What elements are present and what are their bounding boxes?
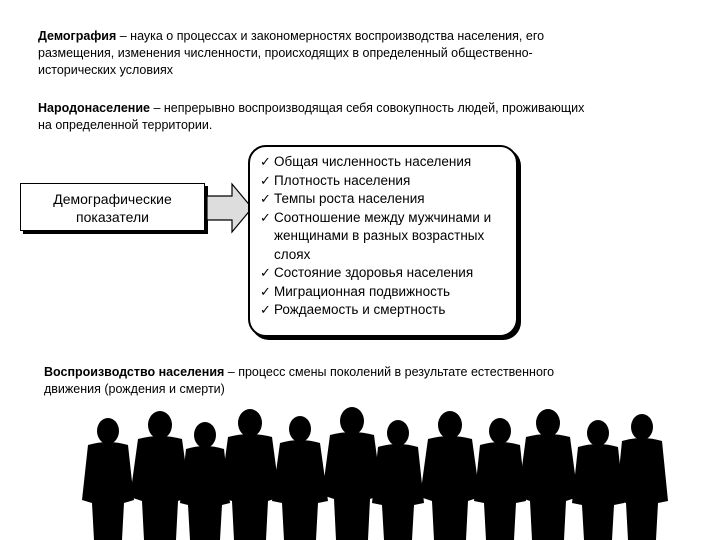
- checkmark-icon: ✓: [260, 209, 271, 225]
- list-item-text: Соотношение между мужчинами и женщинами в разных возрастных слоях: [274, 209, 492, 262]
- list-item: [260, 264, 516, 283]
- checkmark-icon: ✓: [260, 191, 271, 206]
- definition-reproduction-text: – процесс смены поколений в результате естественного движения (рождения и смерти): [44, 365, 555, 396]
- definition-population-text: – непрерывно воспроизводящая себя совокупность людей, проживающих на определенной территории.: [38, 101, 585, 132]
- checkmark-icon: ✓: [260, 265, 271, 280]
- people-silhouettes-image: [0, 405, 720, 540]
- list-item: [260, 153, 516, 172]
- list-item: [260, 301, 516, 320]
- list-item-text: Состояние здоровья населения: [274, 265, 474, 280]
- list-item-text: Темпы роста населения: [274, 191, 425, 206]
- term-population: Народонаселение: [38, 101, 150, 115]
- list-item-text: Миграционная подвижность: [274, 283, 451, 299]
- demographic-indicators-box: [20, 183, 205, 231]
- list-item: [260, 283, 516, 302]
- term-reproduction: Воспроизводство населения: [44, 365, 225, 379]
- list-item-text: Плотность населения: [274, 172, 411, 188]
- right-arrow-icon: [206, 182, 254, 234]
- checkmark-icon: ✓: [260, 154, 271, 169]
- list-item: [260, 209, 516, 265]
- checkmark-icon: ✓: [260, 283, 271, 299]
- term-demography: Демография: [38, 29, 117, 43]
- list-item-text: Рождаемость и смертность: [274, 302, 446, 317]
- list-item: [260, 172, 516, 191]
- checkmark-icon: ✓: [260, 172, 271, 188]
- definition-demography-text: – наука о процессах и закономерностях воспроизводства населения, его размещения, изменения численности, происходящих в определенный общественно-исторических условиях: [38, 29, 545, 77]
- indicator-label-line2: показатели: [76, 209, 149, 225]
- indicators-list-box: [248, 145, 518, 337]
- list-item: [260, 190, 516, 209]
- list-item-text: Общая численность населения: [274, 154, 472, 169]
- definition-population: [38, 100, 598, 134]
- definition-reproduction: [44, 364, 604, 398]
- checkmark-icon: ✓: [260, 302, 271, 317]
- definition-demography: [38, 28, 598, 79]
- indicator-label-line1: Демографические: [53, 191, 172, 207]
